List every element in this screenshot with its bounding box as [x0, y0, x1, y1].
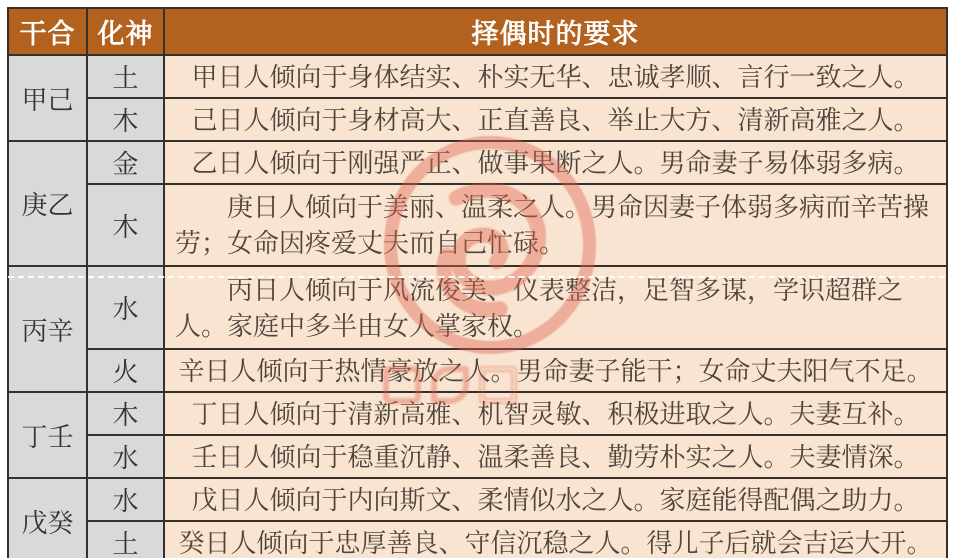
- god-cell: 水: [87, 478, 164, 521]
- god-cell: 木: [87, 98, 164, 141]
- desc-cell: 己日人倾向于身材高大、正直善良、举止大方、清新高雅之人。: [164, 98, 947, 141]
- table-row: [8, 55, 947, 98]
- header-spouse-requirements: 择偶时的要求: [164, 8, 947, 55]
- god-cell: 土: [87, 521, 164, 558]
- god-cell: 木: [87, 392, 164, 435]
- desc-cell: 甲日人倾向于身体结实、朴实无华、忠诚孝顺、言行一致之人。: [164, 55, 947, 98]
- stem-pair-cell: 戊癸: [8, 478, 87, 558]
- table-row: [8, 184, 947, 266]
- table-row: [8, 349, 947, 392]
- desc-cell: 庚日人倾向于美丽、温柔之人。男命因妻子体弱多病而辛苦操劳；女命因疼爱丈夫而自己忙碌。: [164, 184, 947, 266]
- table-header-row: [8, 8, 947, 55]
- desc-cell: 壬日人倾向于稳重沉静、温柔善良、勤劳朴实之人。夫妻情深。: [164, 435, 947, 478]
- desc-cell: 戊日人倾向于内向斯文、柔情似水之人。家庭能得配偶之助力。: [164, 478, 947, 521]
- header-transformed-god: 化神: [87, 8, 164, 55]
- desc-cell: 丙日人倾向于风流俊美、仪表整洁，足智多谋，学识超群之人。家庭中多半由女人掌家权。: [164, 266, 947, 349]
- stem-pair-cell: 丁壬: [8, 392, 87, 478]
- table-row: [8, 98, 947, 141]
- table-row: [8, 521, 947, 558]
- god-cell: 火: [87, 349, 164, 392]
- table-row: [8, 266, 947, 349]
- table-row: [8, 141, 947, 184]
- god-cell: 金: [87, 141, 164, 184]
- god-cell: 水: [87, 266, 164, 349]
- stem-pair-cell: 甲己: [8, 55, 87, 141]
- desc-cell: 丁日人倾向于清新高雅、机智灵敏、积极进取之人。夫妻互补。: [164, 392, 947, 435]
- god-cell: 水: [87, 435, 164, 478]
- desc-cell: 辛日人倾向于热情豪放之人。男命妻子能干；女命丈夫阳气不足。: [164, 349, 947, 392]
- table-row: [8, 478, 947, 521]
- stem-pair-cell: 庚乙: [8, 141, 87, 266]
- table-row: [8, 435, 947, 478]
- god-cell: 木: [87, 184, 164, 266]
- desc-cell: 乙日人倾向于刚强严正、做事果断之人。男命妻子易体弱多病。: [164, 141, 947, 184]
- table-row: [8, 392, 947, 435]
- stem-pair-cell: 丙辛: [8, 266, 87, 392]
- desc-cell: 癸日人倾向于忠厚善良、守信沉稳之人。得儿子后就会吉运大开。: [164, 521, 947, 558]
- god-cell: 土: [87, 55, 164, 98]
- header-stem-pair: 干合: [8, 8, 87, 55]
- spouse-selection-table: [7, 7, 948, 558]
